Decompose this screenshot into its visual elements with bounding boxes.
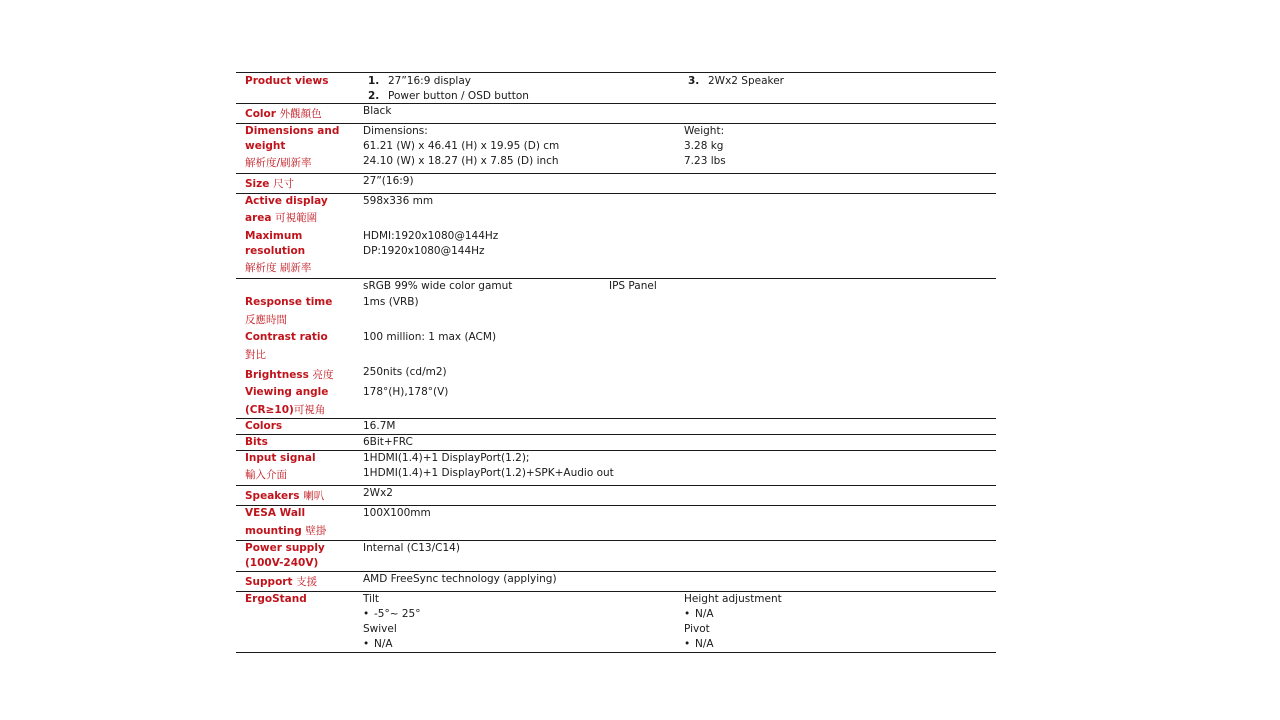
tilt-title: Tilt: [363, 593, 380, 605]
table-rule: [236, 652, 996, 653]
item-text: Power button / OSD button: [388, 90, 529, 102]
item-number: 2.: [368, 90, 380, 102]
max-resolution-label-line2: resolution: [245, 245, 306, 257]
product-view-item: [368, 74, 471, 89]
product-views-label: Product views: [245, 75, 329, 87]
table-rule: [236, 123, 996, 124]
response-time-value: 1ms (VRB): [363, 296, 419, 308]
dimensions-label-line1: Dimensions and: [245, 125, 340, 137]
dimensions-cm: 61.21 (W) x 46.41 (H) x 19.95 (D) cm: [363, 140, 560, 152]
active-display-label-line2: area 可視範圍: [245, 212, 318, 224]
power-value: Internal (C13/C14): [363, 542, 460, 554]
dimensions-label-line2: weight: [245, 140, 286, 152]
response-time-label-zh: 反應時間: [245, 314, 287, 326]
resolution-dp: DP:1920x1080@144Hz: [363, 245, 485, 257]
tilt-value: • -5°~ 25°: [363, 608, 421, 620]
size-label: Size 尺寸: [245, 178, 295, 190]
colors-label: Colors: [245, 420, 283, 432]
table-rule: [236, 540, 996, 541]
pivot-title: Pivot: [684, 623, 710, 635]
brightness-value: 250nits (cd/m2): [363, 366, 447, 378]
active-display-label-line1: Active display: [245, 195, 328, 207]
height-adjustment-value: • N/A: [684, 608, 714, 620]
swivel-value: • N/A: [363, 638, 393, 650]
swivel-title: Swivel: [363, 623, 397, 635]
weight-lbs: 7.23 lbs: [684, 155, 726, 167]
contrast-value: 100 million: 1 max (ACM): [363, 331, 497, 343]
brightness-label: Brightness 亮度: [245, 369, 334, 381]
pivot-value: • N/A: [684, 638, 714, 650]
product-view-item: [688, 74, 784, 89]
support-label: Support 支援: [245, 576, 318, 588]
input-signal-label-zh: 輸入介面: [245, 469, 287, 481]
response-time-label: Response time: [245, 296, 333, 308]
color-label: Color 外觀顏色: [245, 108, 322, 120]
table-rule: [236, 571, 996, 572]
table-rule: [236, 418, 996, 419]
panel-type: IPS Panel: [609, 280, 657, 292]
table-rule: [236, 193, 996, 194]
dimensions-label-zh: 解析度/刷新率: [245, 157, 312, 169]
support-value: AMD FreeSync technology (applying): [363, 573, 557, 585]
vesa-value: 100X100mm: [363, 507, 431, 519]
resolution-hdmi: HDMI:1920x1080@144Hz: [363, 230, 499, 242]
table-rule: [236, 591, 996, 592]
colors-value: 16.7M: [363, 420, 396, 432]
table-rule: [236, 173, 996, 174]
item-text: 27”16:9 display: [388, 75, 472, 87]
color-value: Black: [363, 105, 392, 117]
bits-value: 6Bit+FRC: [363, 436, 413, 448]
power-label-line1: Power supply: [245, 542, 325, 554]
vesa-label-line1: VESA Wall: [245, 507, 306, 519]
bits-label: Bits: [245, 436, 268, 448]
table-rule: [236, 485, 996, 486]
input-signal-label: Input signal: [245, 452, 316, 464]
table-rule: [236, 450, 996, 451]
dimensions-inch: 24.10 (W) x 18.27 (H) x 7.85 (D) inch: [363, 155, 559, 167]
weight-kg: 3.28 kg: [684, 140, 724, 152]
max-resolution-label-zh: 解析度 刷新率: [245, 262, 312, 274]
viewing-angle-label-line2: (CR≥10)可視角: [245, 404, 326, 416]
table-rule: [236, 505, 996, 506]
speakers-label: Speakers 喇叭: [245, 490, 325, 502]
ergostand-label: ErgoStand: [245, 593, 307, 605]
product-view-item: [368, 89, 529, 104]
item-number: 1.: [368, 75, 380, 87]
viewing-angle-label-line1: Viewing angle: [245, 386, 329, 398]
table-rule: [236, 72, 996, 73]
contrast-label-zh: 對比: [245, 349, 266, 361]
active-display-value: 598x336 mm: [363, 195, 434, 207]
dimensions-title: Dimensions:: [363, 125, 428, 137]
speakers-value: 2Wx2: [363, 487, 393, 499]
size-value: 27”(16:9): [363, 175, 414, 187]
item-number: 3.: [688, 75, 700, 87]
input-signal-value-1: 1HDMI(1.4)+1 DisplayPort(1.2);: [363, 452, 530, 464]
table-rule: [236, 434, 996, 435]
power-label-line2: (100V-240V): [245, 557, 319, 569]
height-adjustment-title: Height adjustment: [684, 593, 782, 605]
weight-title: Weight:: [684, 125, 725, 137]
contrast-label: Contrast ratio: [245, 331, 328, 343]
input-signal-value-2: 1HDMI(1.4)+1 DisplayPort(1.2)+SPK+Audio out: [363, 467, 614, 479]
table-rule: [236, 103, 996, 104]
item-text: 2Wx2 Speaker: [708, 75, 785, 87]
color-gamut: sRGB 99% wide color gamut: [363, 280, 513, 292]
vesa-label-line2: mounting 壁掛: [245, 525, 327, 537]
viewing-angle-value: 178°(H),178°(V): [363, 386, 449, 398]
max-resolution-label-line1: Maximum: [245, 230, 303, 242]
